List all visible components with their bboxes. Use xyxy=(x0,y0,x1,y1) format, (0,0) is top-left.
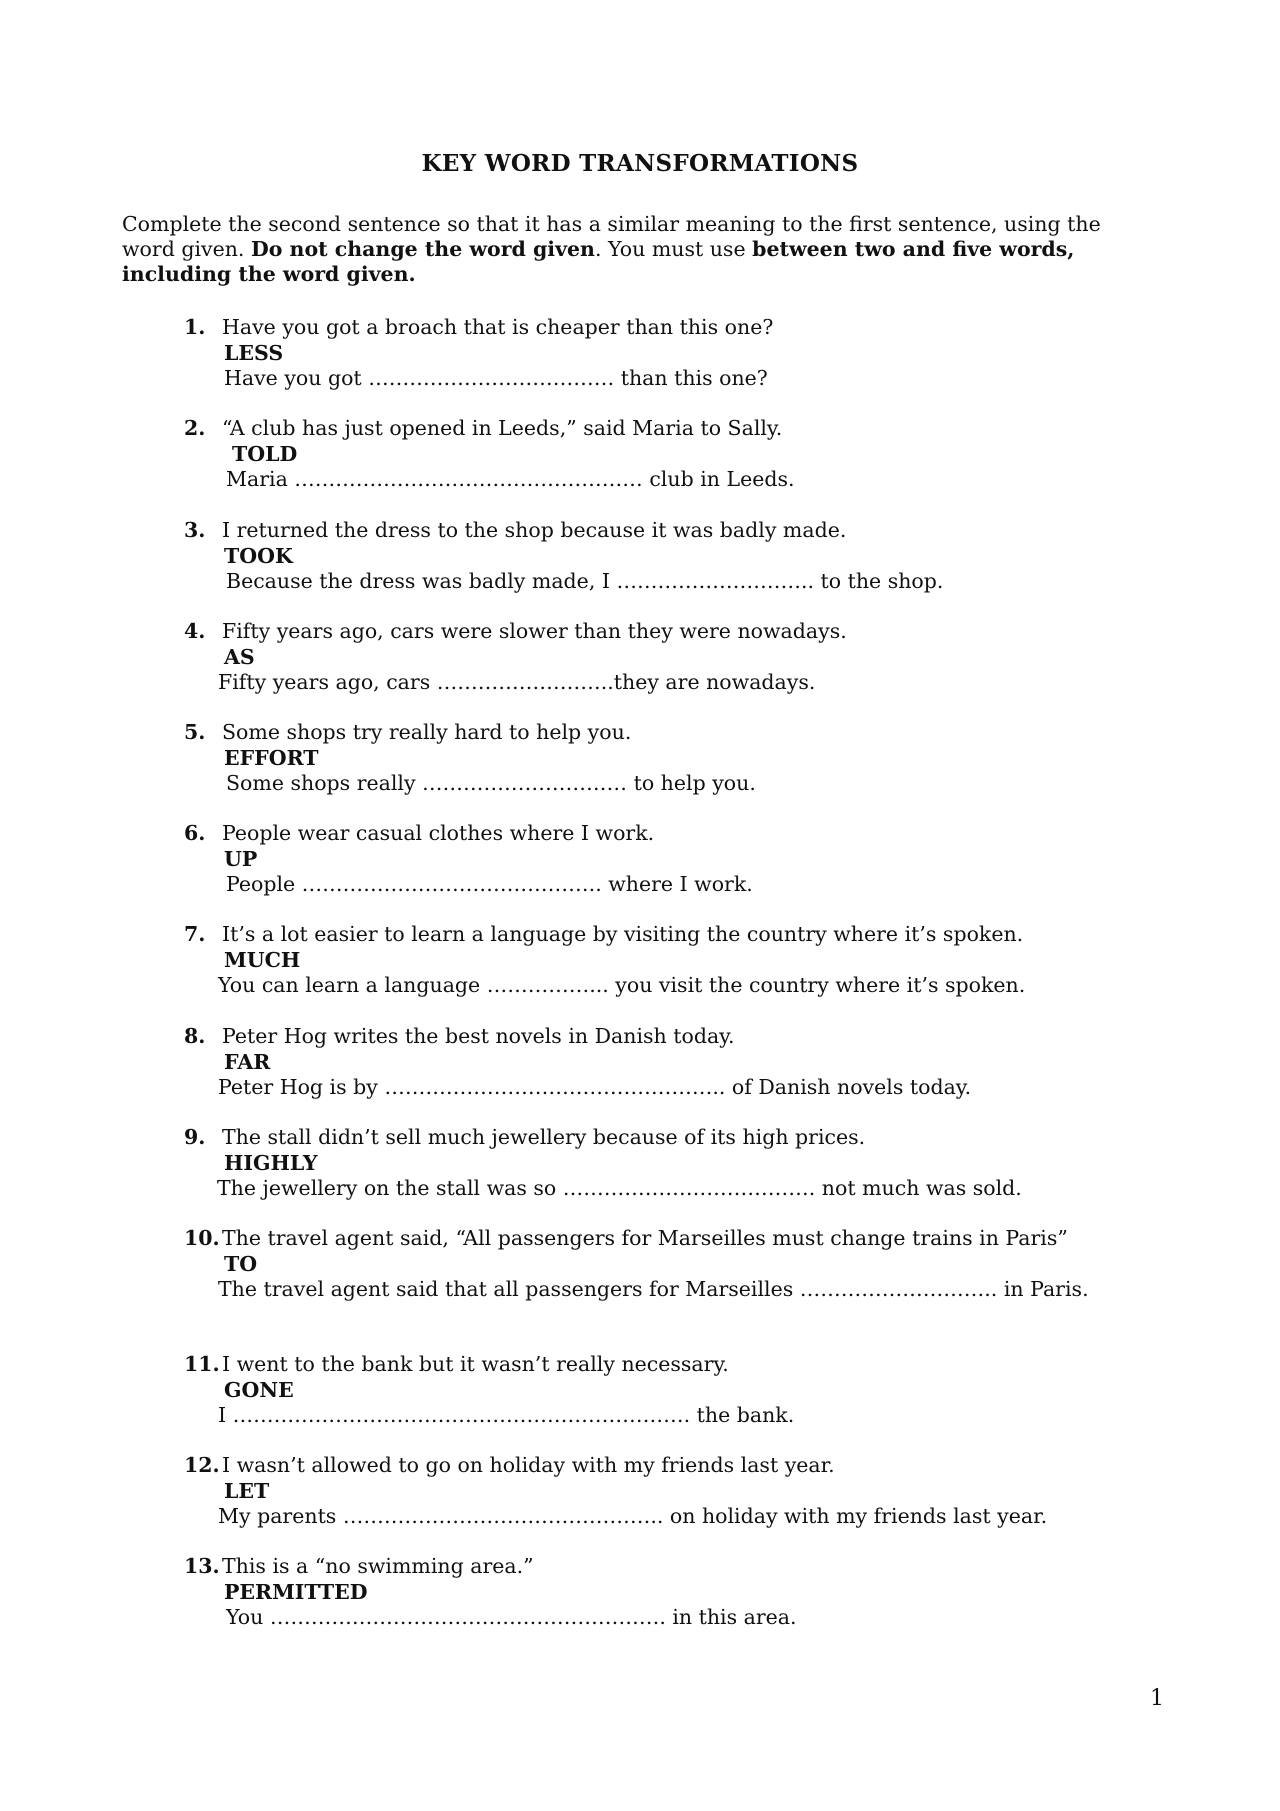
answer-sentence: Maria …………………………………………… club in Leeds. xyxy=(226,467,795,491)
original-sentence: People wear casual clothes where I work. xyxy=(222,821,655,845)
instructions-bold-2: between two and five words, including the word given. xyxy=(122,237,1075,286)
original-sentence: Have you got a broach that is cheaper than this one? xyxy=(222,315,774,339)
item-number: 11. xyxy=(184,1352,220,1376)
key-word: GONE xyxy=(224,1378,294,1402)
item-number: 10. xyxy=(184,1226,220,1250)
item-number: 6. xyxy=(184,821,206,845)
answer-sentence: The jewellery on the stall was so ………………………………. not much was sold. xyxy=(217,1176,1022,1200)
original-sentence: The stall didn’t sell much jewellery because of its high prices. xyxy=(222,1125,866,1149)
item-number: 4. xyxy=(184,619,206,643)
page-title: KEY WORD TRANSFORMATIONS xyxy=(421,150,859,177)
answer-sentence: Some shops really ………………………… to help you. xyxy=(226,771,756,795)
item-number: 12. xyxy=(184,1453,220,1477)
answer-sentence: The travel agent said that all passengers for Marseilles ……………………….. in Paris. xyxy=(218,1277,1089,1301)
key-word: TOLD xyxy=(232,442,298,466)
key-word: LET xyxy=(224,1479,270,1503)
key-word: LESS xyxy=(224,341,284,365)
original-sentence: Some shops try really hard to help you. xyxy=(222,720,632,744)
answer-sentence: Because the dress was badly made, I ……………………….. to the shop. xyxy=(226,569,944,593)
key-word: MUCH xyxy=(224,948,301,972)
item-number: 1. xyxy=(184,315,206,339)
original-sentence: I went to the bank but it wasn’t really necessary. xyxy=(222,1352,729,1376)
original-sentence: “A club has just opened in Leeds,” said Maria to Sally. xyxy=(222,416,783,440)
key-word: EFFORT xyxy=(224,746,319,770)
original-sentence: I wasn’t allowed to go on holiday with my friends last year. xyxy=(222,1453,835,1477)
key-word: AS xyxy=(224,645,255,669)
item-number: 5. xyxy=(184,720,206,744)
answer-sentence: Have you got ……………………………… than this one? xyxy=(224,366,768,390)
key-word: TOOK xyxy=(224,544,293,568)
answer-sentence: Fifty years ago, cars ……………………..they are nowadays. xyxy=(218,670,816,694)
answer-sentence: I …………………………………………………………. the bank. xyxy=(218,1403,795,1427)
key-word: PERMITTED xyxy=(224,1580,368,1604)
key-word: FAR xyxy=(224,1050,271,1074)
item-number: 2. xyxy=(184,416,206,440)
instructions-text-2: . You must use xyxy=(594,237,753,261)
key-word: TO xyxy=(224,1252,258,1276)
item-number: 3. xyxy=(184,518,206,542)
page-number: 1 xyxy=(1150,1686,1164,1711)
instructions-text-1: Complete the second sentence so that it has a similar meaning to the first sentence, using the word given. xyxy=(122,212,1101,261)
instructions xyxy=(122,212,1142,287)
item-number: 7. xyxy=(184,922,206,946)
original-sentence: This is a “no swimming area.” xyxy=(222,1554,534,1578)
key-word: UP xyxy=(224,847,258,871)
key-word: HIGHLY xyxy=(224,1151,318,1175)
original-sentence: I returned the dress to the shop because it was badly made. xyxy=(222,518,847,542)
item-number: 8. xyxy=(184,1024,206,1048)
original-sentence: It’s a lot easier to learn a language by visiting the country where it’s spoken. xyxy=(222,922,1024,946)
answer-sentence: You can learn a language ……………... you visit the country where it’s spoken. xyxy=(218,973,1026,997)
instructions-bold-1: Do not change the word given xyxy=(250,237,595,261)
original-sentence: Peter Hog writes the best novels in Danish today. xyxy=(222,1024,735,1048)
item-number: 13. xyxy=(184,1554,220,1578)
item-number: 9. xyxy=(184,1125,206,1149)
original-sentence: Fifty years ago, cars were slower than they were nowadays. xyxy=(222,619,847,643)
original-sentence: The travel agent said, “All passengers for Marseilles must change trains in Paris” xyxy=(222,1226,1068,1250)
answer-sentence: People …………………………………….. where I work. xyxy=(226,872,753,896)
answer-sentence: Peter Hog is by ………………………………………….. of Danish novels today. xyxy=(218,1075,972,1099)
answer-sentence: You …………………………………………………. in this area. xyxy=(226,1605,797,1629)
answer-sentence: My parents ……………………………………….. on holiday with my friends last year. xyxy=(218,1504,1048,1528)
